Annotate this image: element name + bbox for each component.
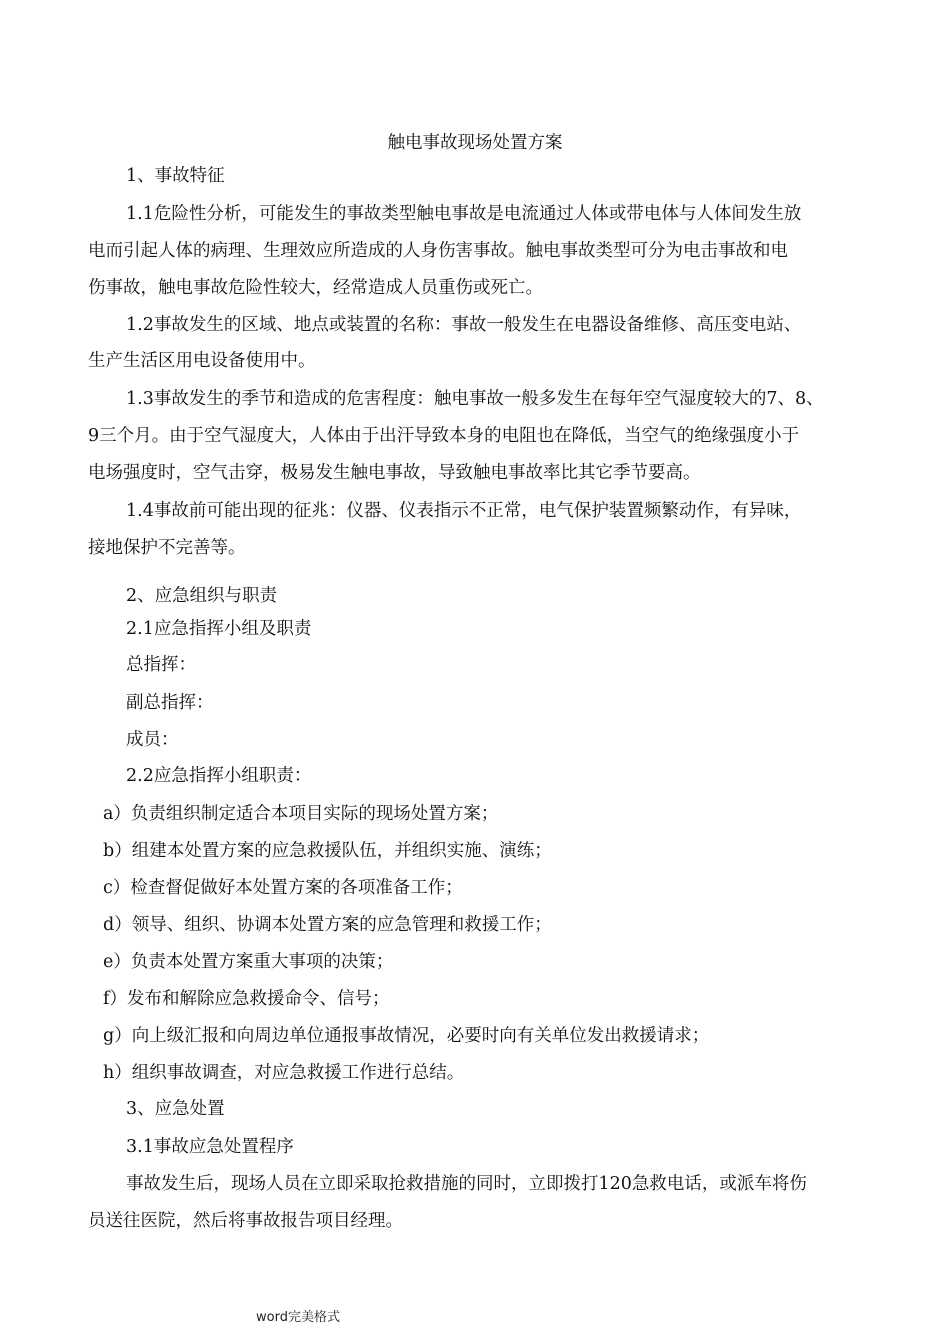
subsection-heading: 2.2应急指挥小组职责： [126,766,312,786]
paragraph-line: 事故发生后，现场人员在立即采取抢救措施的同时，立即拨打120急救电话，或派车将伤 [126,1174,807,1194]
list-item: b）组建本处置方案的应急救援队伍，并组织实施、演练； [103,841,552,861]
list-item: h）组织事故调查，对应急救援工作进行总结。 [103,1063,465,1083]
document-title: 触电事故现场处置方案 [387,133,563,153]
role-label-deputy-commander: 副总指挥： [126,693,214,713]
section-heading-3: 3、应急处置 [126,1099,225,1119]
list-item: e）负责本处置方案重大事项的决策； [103,952,394,972]
list-item: f）发布和解除应急救援命令、信号； [103,989,390,1009]
list-item: c）检查督促做好本处置方案的各项准备工作； [103,878,463,898]
list-item: a）负责组织制定适合本项目实际的现场处置方案； [103,804,499,824]
paragraph-line: 生产生活区用电设备使用中。 [88,351,316,371]
role-label-commander: 总指挥： [126,655,196,675]
paragraph-line: 伤事故，触电事故危险性较大，经常造成人员重伤或死亡。 [88,278,543,298]
paragraph-line: 员送往医院，然后将事故报告项目经理。 [88,1211,403,1231]
list-item: g）向上级汇报和向周边单位通报事故情况，必要时向有关单位发出救援请求； [103,1026,710,1046]
section-heading-1: 1、事故特征 [126,166,225,186]
role-label-members: 成员： [126,730,179,750]
paragraph-line: 1.3事故发生的季节和造成的危害程度：触电事故一般多发生在每年空气湿度较大的7、8、 [126,389,824,409]
list-item: d）领导、组织、协调本处置方案的应急管理和救援工作； [103,915,552,935]
paragraph-line: 电场强度时，空气击穿，极易发生触电事故，导致触电事故率比其它季节要高。 [88,463,701,483]
page-footer: word完美格式 [256,1310,340,1325]
paragraph-line: 1.2事故发生的区域、地点或装置的名称：事故一般发生在电器设备维修、高压变电站、 [126,315,802,335]
paragraph-line: 1.1危险性分析，可能发生的事故类型触电事故是电流通过人体或带电体与人体间发生放 [126,204,802,224]
paragraph-line: 1.4事故前可能出现的征兆：仪器、仪表指示不正常，电气保护装置频繁动作，有异味， [126,501,802,521]
paragraph-line: 接地保护不完善等。 [88,538,246,558]
subsection-heading: 3.1事故应急处置程序 [126,1137,294,1157]
section-heading-2: 2、应急组织与职责 [126,586,278,606]
paragraph-line: 9三个月。由于空气湿度大，人体由于出汗导致本身的电阻也在降低，当空气的绝缘强度小于 [88,426,800,446]
paragraph-line: 电而引起人体的病理、生理效应所造成的人身伤害事故。触电事故类型可分为电击事故和电 [88,241,788,261]
subsection-heading: 2.1应急指挥小组及职责 [126,619,312,639]
